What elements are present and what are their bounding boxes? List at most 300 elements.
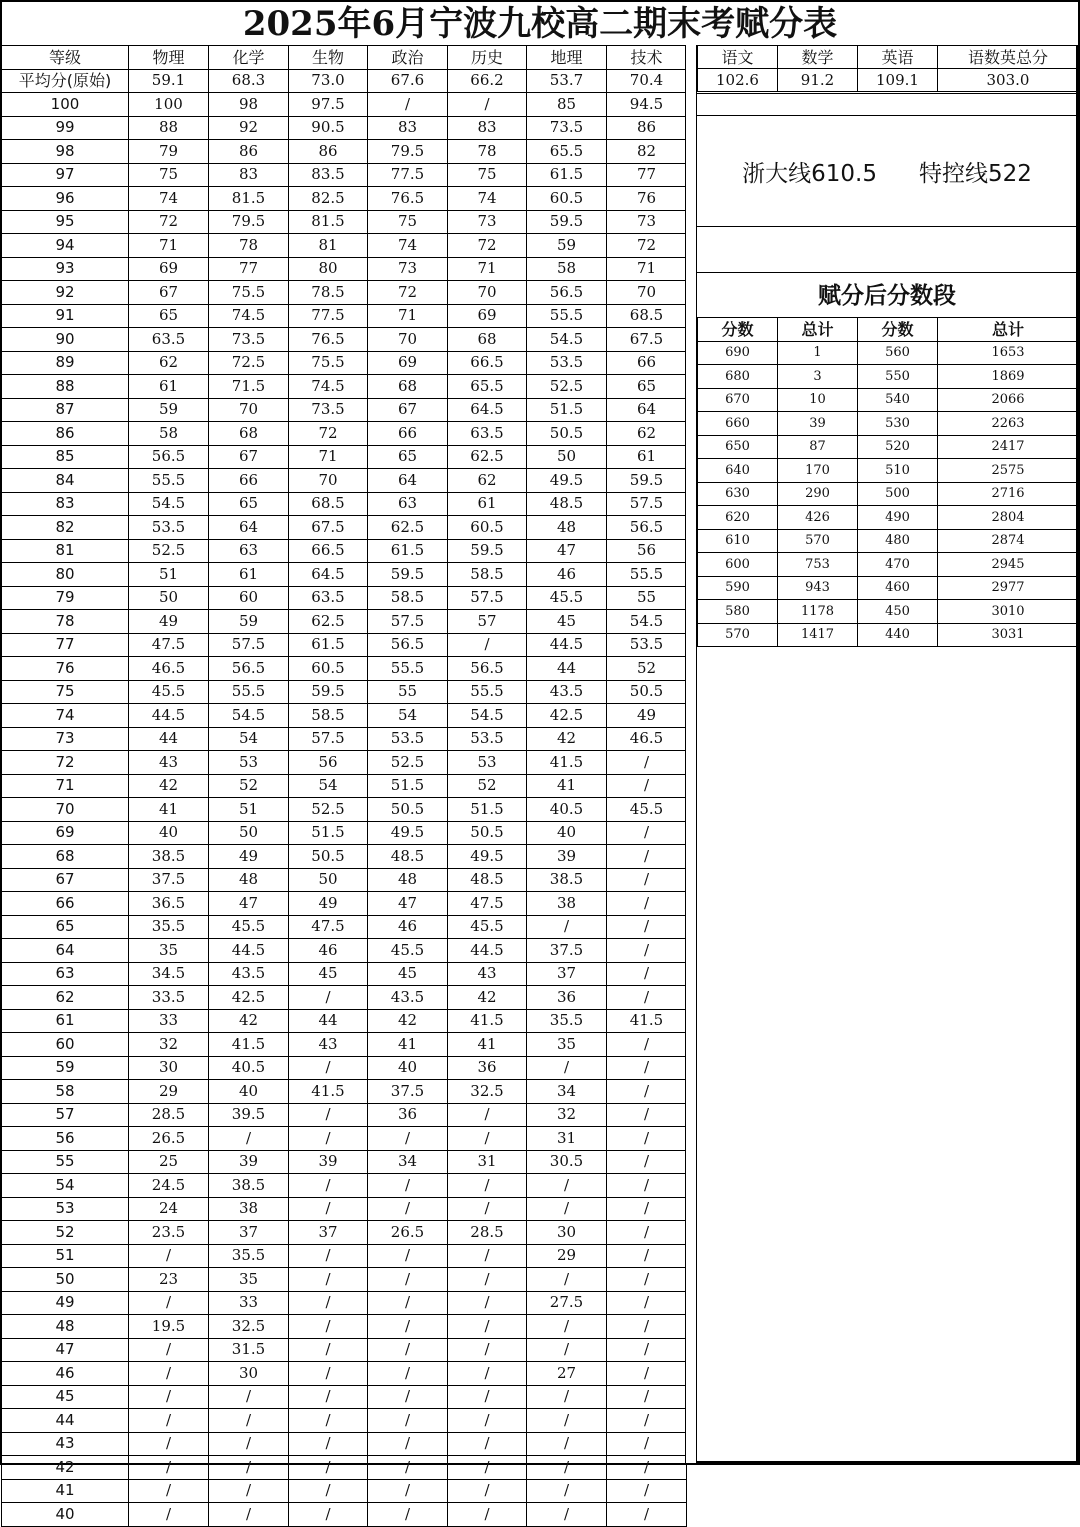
- segment-cell: 580: [698, 600, 778, 624]
- score-cell: /: [129, 1338, 209, 1362]
- score-cell: 53.5: [607, 633, 687, 657]
- score-cell: /: [527, 915, 607, 939]
- score-cell: 43.5: [527, 680, 607, 704]
- score-cell: /: [209, 1456, 289, 1480]
- score-cell: 81.5: [289, 210, 368, 234]
- level-cell: 98: [2, 140, 129, 164]
- score-cell: /: [607, 774, 687, 798]
- score-cell: 56.5: [209, 657, 289, 681]
- score-cell: 56.5: [527, 281, 607, 305]
- score-cell: 77: [607, 163, 687, 187]
- table-row: [698, 435, 1079, 459]
- level-cell: 95: [2, 210, 129, 234]
- table-row: [698, 529, 1079, 553]
- level-cell: 65: [2, 915, 129, 939]
- segment-cell: 2804: [938, 506, 1079, 530]
- table-row: [2, 1479, 687, 1503]
- score-cell: 33.5: [129, 986, 209, 1010]
- segment-cell: 670: [698, 388, 778, 412]
- score-cell: 53.5: [129, 516, 209, 540]
- level-cell: 60: [2, 1033, 129, 1057]
- score-cell: 61.5: [368, 539, 448, 563]
- table-row: [2, 1244, 687, 1268]
- column-header: 语文: [698, 46, 778, 69]
- score-cell: /: [368, 1385, 448, 1409]
- segment-cell: 610: [698, 529, 778, 553]
- table-row: [2, 845, 687, 869]
- score-cell: 72: [129, 210, 209, 234]
- score-cell: 30: [527, 1221, 607, 1245]
- score-cell: 34: [527, 1080, 607, 1104]
- header-row: [698, 318, 1079, 342]
- segment-cell: 450: [858, 600, 938, 624]
- score-cell: /: [209, 1479, 289, 1503]
- score-cell: 57: [448, 610, 527, 634]
- score-cell: 26.5: [368, 1221, 448, 1245]
- level-cell: 94: [2, 234, 129, 258]
- header-row: [698, 46, 1079, 69]
- score-cell: /: [448, 1244, 527, 1268]
- level-cell: 90: [2, 328, 129, 352]
- score-cell: 35.5: [209, 1244, 289, 1268]
- score-cell: 37: [289, 1221, 368, 1245]
- score-cell: 37.5: [129, 868, 209, 892]
- average-label: 平均分(原始): [2, 69, 129, 93]
- score-cell: 69: [368, 351, 448, 375]
- score-cell: 59.5: [368, 563, 448, 587]
- score-cell: /: [448, 1103, 527, 1127]
- score-cell: /: [607, 915, 687, 939]
- score-cell: /: [448, 1127, 527, 1151]
- score-cell: 43.5: [368, 986, 448, 1010]
- score-cell: /: [448, 1385, 527, 1409]
- score-cell: 32.5: [209, 1315, 289, 1339]
- score-cell: /: [607, 1033, 687, 1057]
- average-row: [2, 69, 687, 93]
- score-cell: /: [607, 1244, 687, 1268]
- score-cell: /: [129, 1244, 209, 1268]
- segment-cell: 170: [778, 459, 858, 483]
- score-cell: 56: [607, 539, 687, 563]
- segment-cell: 590: [698, 576, 778, 600]
- table-row: [2, 1503, 687, 1527]
- score-cell: 52.5: [129, 539, 209, 563]
- score-cell: 73: [448, 210, 527, 234]
- table-row: [698, 459, 1079, 483]
- score-cell: /: [527, 1479, 607, 1503]
- score-cell: /: [607, 1127, 687, 1151]
- score-cell: 64: [607, 398, 687, 422]
- score-cell: 39: [527, 845, 607, 869]
- zheda-line: 浙大线610.5: [742, 160, 877, 187]
- score-cell: 29: [129, 1080, 209, 1104]
- score-cell: 51: [129, 563, 209, 587]
- score-cell: 62.5: [289, 610, 368, 634]
- column-header: 语数英总分: [938, 46, 1079, 69]
- score-cell: 38: [527, 892, 607, 916]
- level-cell: 87: [2, 398, 129, 422]
- score-cell: 72: [289, 422, 368, 446]
- level-cell: 85: [2, 445, 129, 469]
- table-row: [2, 680, 687, 704]
- score-cell: /: [289, 1127, 368, 1151]
- score-cell: 46: [527, 563, 607, 587]
- score-cell: 40: [527, 821, 607, 845]
- score-cell: 44.5: [129, 704, 209, 728]
- score-cell: 83: [448, 116, 527, 140]
- score-cell: 50.5: [448, 821, 527, 845]
- score-cell: 53: [448, 751, 527, 775]
- score-cell: 59.5: [289, 680, 368, 704]
- score-cell: 37: [527, 962, 607, 986]
- score-cell: 67: [368, 398, 448, 422]
- score-cell: /: [607, 1456, 687, 1480]
- score-cell: /: [368, 1362, 448, 1386]
- score-cell: 31.5: [209, 1338, 289, 1362]
- score-cell: /: [448, 1197, 527, 1221]
- score-cell: 75: [448, 163, 527, 187]
- segment-cell: 2263: [938, 412, 1079, 436]
- table-row: [2, 704, 687, 728]
- score-cell: /: [129, 1385, 209, 1409]
- score-cell: 66: [209, 469, 289, 493]
- score-cell: 74: [368, 234, 448, 258]
- score-cell: /: [209, 1432, 289, 1456]
- segment-cell: 620: [698, 506, 778, 530]
- score-cell: 50.5: [607, 680, 687, 704]
- score-cell: 50: [289, 868, 368, 892]
- score-cell: 52.5: [289, 798, 368, 822]
- score-cell: 68.5: [289, 492, 368, 516]
- score-cell: 61: [129, 375, 209, 399]
- score-cell: 69: [129, 257, 209, 281]
- segment-cell: 87: [778, 435, 858, 459]
- segment-cell: 2977: [938, 576, 1079, 600]
- score-cell: 38.5: [129, 845, 209, 869]
- score-cell: /: [607, 892, 687, 916]
- score-cell: 50.5: [527, 422, 607, 446]
- score-cell: 57.5: [448, 586, 527, 610]
- score-cell: 50.5: [289, 845, 368, 869]
- score-cell: 67: [209, 445, 289, 469]
- score-cell: 98: [209, 93, 289, 117]
- segment-cell: 1: [778, 341, 858, 365]
- score-cell: /: [448, 1479, 527, 1503]
- score-cell: 86: [607, 116, 687, 140]
- score-cell: /: [527, 1056, 607, 1080]
- score-cell: 76.5: [368, 187, 448, 211]
- score-cell: 39: [209, 1150, 289, 1174]
- score-cell: 41.5: [527, 751, 607, 775]
- segment-cell: 570: [778, 529, 858, 553]
- score-cell: 40: [209, 1080, 289, 1104]
- score-cell: 57.5: [289, 727, 368, 751]
- score-cell: 92: [209, 116, 289, 140]
- segment-cell: 426: [778, 506, 858, 530]
- score-cell: 59: [209, 610, 289, 634]
- score-cell: 48: [209, 868, 289, 892]
- score-cell: 64.5: [448, 398, 527, 422]
- score-cell: /: [289, 986, 368, 1010]
- score-cell: /: [289, 1385, 368, 1409]
- table-row: [2, 1033, 687, 1057]
- score-cell: 30.5: [527, 1150, 607, 1174]
- table-row: [2, 633, 687, 657]
- score-cell: 74.5: [209, 304, 289, 328]
- column-header: 化学: [209, 46, 289, 70]
- score-cell: /: [448, 1456, 527, 1480]
- score-cell: 41: [368, 1033, 448, 1057]
- score-cell: 49: [209, 845, 289, 869]
- table-row: [2, 281, 687, 305]
- score-cell: 75.5: [209, 281, 289, 305]
- table-row: [2, 304, 687, 328]
- score-cell: /: [607, 1103, 687, 1127]
- level-cell: 59: [2, 1056, 129, 1080]
- segment-cell: 690: [698, 341, 778, 365]
- score-cell: 69: [448, 304, 527, 328]
- score-cell: /: [289, 1409, 368, 1433]
- score-cell: /: [607, 1150, 687, 1174]
- segment-cell: 500: [858, 482, 938, 506]
- score-cell: 57.5: [607, 492, 687, 516]
- score-cell: 35: [209, 1268, 289, 1292]
- score-cell: /: [368, 93, 448, 117]
- score-cell: 66.5: [448, 351, 527, 375]
- score-cell: 47: [527, 539, 607, 563]
- score-cell: /: [129, 1503, 209, 1527]
- segment-cell: 943: [778, 576, 858, 600]
- score-cell: 70: [448, 281, 527, 305]
- score-cell: 63.5: [448, 422, 527, 446]
- level-cell: 78: [2, 610, 129, 634]
- score-cell: 79: [129, 140, 209, 164]
- average-cell: 70.4: [607, 69, 687, 93]
- score-cell: 83: [368, 116, 448, 140]
- score-cell: /: [527, 1456, 607, 1480]
- score-cell: 60.5: [527, 187, 607, 211]
- score-cell: /: [607, 1080, 687, 1104]
- score-cell: 50: [209, 821, 289, 845]
- score-cell: /: [607, 986, 687, 1010]
- score-cell: 74: [129, 187, 209, 211]
- level-cell: 100: [2, 93, 129, 117]
- column-header: 总计: [938, 318, 1079, 342]
- score-cell: 27.5: [527, 1291, 607, 1315]
- score-cell: /: [368, 1174, 448, 1198]
- score-cell: 23.5: [129, 1221, 209, 1245]
- table-row: [698, 388, 1079, 412]
- level-cell: 57: [2, 1103, 129, 1127]
- score-cell: /: [607, 751, 687, 775]
- score-cell: 42: [368, 1009, 448, 1033]
- segment-cell: 650: [698, 435, 778, 459]
- table-row: [698, 482, 1079, 506]
- score-cell: 97.5: [289, 93, 368, 117]
- score-cell: /: [607, 845, 687, 869]
- segment-cell: 2945: [938, 553, 1079, 577]
- score-cell: 49: [129, 610, 209, 634]
- table-row: [2, 1268, 687, 1292]
- tekong-line: 特控线522: [918, 160, 1032, 187]
- level-cell: 88: [2, 375, 129, 399]
- score-cell: 45: [289, 962, 368, 986]
- table-row: [698, 553, 1079, 577]
- score-cell: 33: [129, 1009, 209, 1033]
- score-cell: 55.5: [527, 304, 607, 328]
- score-cell: /: [448, 1268, 527, 1292]
- level-cell: 45: [2, 1385, 129, 1409]
- score-cell: /: [368, 1197, 448, 1221]
- level-cell: 46: [2, 1362, 129, 1386]
- score-cell: 49.5: [527, 469, 607, 493]
- score-cell: 52.5: [527, 375, 607, 399]
- segment-cell: 680: [698, 365, 778, 389]
- score-cell: /: [607, 962, 687, 986]
- column-header: 技术: [607, 46, 687, 70]
- segment-table: [697, 317, 1079, 647]
- score-cell: 40.5: [209, 1056, 289, 1080]
- score-cell: 30: [209, 1362, 289, 1386]
- table-row: [698, 412, 1079, 436]
- score-cell: 49: [607, 704, 687, 728]
- level-cell: 43: [2, 1432, 129, 1456]
- score-cell: 82.5: [289, 187, 368, 211]
- score-cell: 65.5: [527, 140, 607, 164]
- score-cell: 62: [607, 422, 687, 446]
- segment-cell: 600: [698, 553, 778, 577]
- right-panel: [697, 45, 1078, 1463]
- score-cell: 58: [527, 257, 607, 281]
- level-cell: 92: [2, 281, 129, 305]
- score-cell: /: [527, 1338, 607, 1362]
- score-cell: 48: [527, 516, 607, 540]
- level-cell: 53: [2, 1197, 129, 1221]
- score-cell: 45.5: [527, 586, 607, 610]
- score-cell: 74.5: [289, 375, 368, 399]
- table-row: [2, 422, 687, 446]
- score-cell: 71: [129, 234, 209, 258]
- score-cell: 37: [209, 1221, 289, 1245]
- score-cell: 66: [607, 351, 687, 375]
- table-row: [2, 727, 687, 751]
- level-cell: 80: [2, 563, 129, 587]
- score-cell: 45.5: [129, 680, 209, 704]
- level-cell: 50: [2, 1268, 129, 1292]
- score-cell: /: [129, 1409, 209, 1433]
- page-title: 2025年6月宁波九校高二期末考赋分表: [242, 4, 838, 44]
- score-cell: 51.5: [448, 798, 527, 822]
- segment-cell: 2716: [938, 482, 1079, 506]
- score-cell: 61: [448, 492, 527, 516]
- level-cell: 44: [2, 1409, 129, 1433]
- score-cell: 64: [368, 469, 448, 493]
- table-row: [2, 1127, 687, 1151]
- score-cell: 77: [209, 257, 289, 281]
- average-cell: 303.0: [938, 69, 1079, 92]
- score-cell: 78: [448, 140, 527, 164]
- score-cell: 35: [129, 939, 209, 963]
- score-cell: /: [368, 1315, 448, 1339]
- score-cell: /: [368, 1432, 448, 1456]
- score-cell: 56.5: [368, 633, 448, 657]
- table-row: [2, 398, 687, 422]
- score-cell: /: [289, 1244, 368, 1268]
- table-row: [698, 365, 1079, 389]
- segment-cell: 2575: [938, 459, 1079, 483]
- score-cell: 49: [289, 892, 368, 916]
- score-cell: /: [527, 1174, 607, 1198]
- segment-cell: 2066: [938, 388, 1079, 412]
- score-cell: 60: [209, 586, 289, 610]
- score-cell: /: [368, 1268, 448, 1292]
- score-cell: /: [607, 1197, 687, 1221]
- level-cell: 77: [2, 633, 129, 657]
- score-cell: 77.5: [289, 304, 368, 328]
- level-cell: 67: [2, 868, 129, 892]
- score-cell: 76.5: [289, 328, 368, 352]
- score-cell: 79.5: [209, 210, 289, 234]
- score-cell: /: [448, 1362, 527, 1386]
- table-row: [698, 506, 1079, 530]
- score-cell: /: [607, 1291, 687, 1315]
- score-cell: 54.5: [209, 704, 289, 728]
- score-cell: 30: [129, 1056, 209, 1080]
- score-cell: 55.5: [209, 680, 289, 704]
- score-cell: 65: [209, 492, 289, 516]
- column-header: 数学: [778, 46, 858, 69]
- score-cell: 80: [289, 257, 368, 281]
- score-cell: 53.5: [448, 727, 527, 751]
- score-cell: /: [448, 633, 527, 657]
- score-cell: 41: [129, 798, 209, 822]
- score-cell: 58.5: [448, 563, 527, 587]
- level-cell: 79: [2, 586, 129, 610]
- table-row: [2, 774, 687, 798]
- score-cell: 68: [209, 422, 289, 446]
- score-cell: /: [368, 1338, 448, 1362]
- score-cell: 28.5: [448, 1221, 527, 1245]
- score-cell: 36: [527, 986, 607, 1010]
- score-cell: 34: [368, 1150, 448, 1174]
- table-row: [698, 576, 1079, 600]
- score-cell: 31: [448, 1150, 527, 1174]
- score-cell: /: [607, 1174, 687, 1198]
- segment-cell: 2874: [938, 529, 1079, 553]
- segment-cell: 530: [858, 412, 938, 436]
- table-row: [2, 328, 687, 352]
- score-cell: 53.5: [368, 727, 448, 751]
- score-cell: /: [129, 1362, 209, 1386]
- score-cell: 61: [607, 445, 687, 469]
- header-row: [2, 46, 687, 70]
- segment-cell: 560: [858, 341, 938, 365]
- score-cell: 40.5: [527, 798, 607, 822]
- score-cell: 41.5: [209, 1033, 289, 1057]
- score-cell: 45.5: [368, 939, 448, 963]
- score-lines: [697, 115, 1077, 227]
- table-row: [2, 962, 687, 986]
- table-row: [698, 600, 1079, 624]
- score-cell: 71: [607, 257, 687, 281]
- segment-cell: 1417: [778, 623, 858, 647]
- score-cell: 36.5: [129, 892, 209, 916]
- score-cell: /: [448, 1315, 527, 1339]
- score-cell: 65: [607, 375, 687, 399]
- score-cell: 45: [368, 962, 448, 986]
- score-cell: /: [289, 1503, 368, 1527]
- score-cell: /: [289, 1315, 368, 1339]
